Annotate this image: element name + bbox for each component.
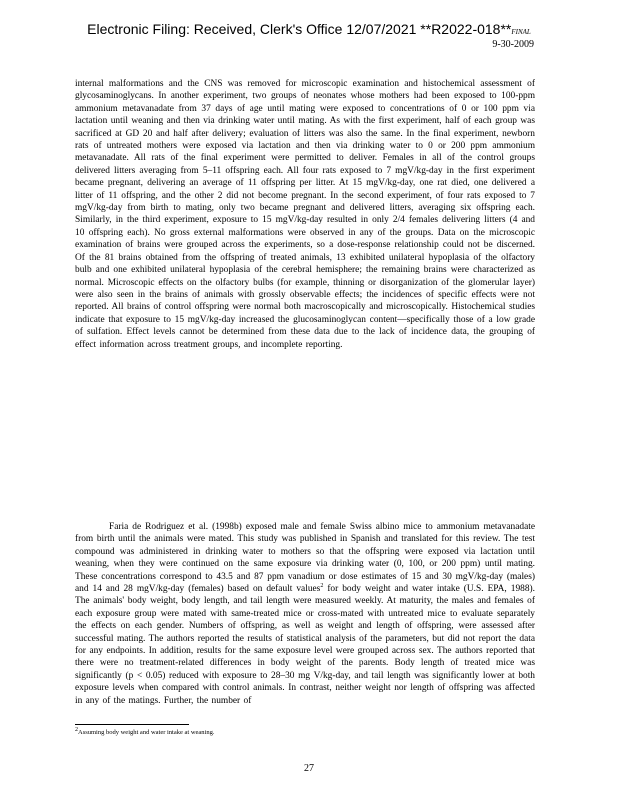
paragraph-2-part-2: for body weight and water intake (U.S. EPA, 1988). The animals' body weight, body length, and tail length were measured weekly. At maturity, the males and females of each exposure group were mated with same-treated mice or cross-mated with untreated mice to evaluate separately the effects on each gender. Numbers of offspring, as well as weight and length of offspring, were assessed after successful mating. The authors reported the results of statistical analysis of the parameters, but did not report the data for any endpoints. In addition, results for the same exposure level were grouped across sex. The authors reported that there were no treatment-related differences in body weight of the parents. Body length of treated mice was significantly (p < 0.05) reduced with exposure to 28–30 mg V/kg-day, and tail length was significantly lower at both exposure levels when compared with control animals. In contrast, neither weight nor length of offspring was affected in any of the matings. Further, the number of [75,584,535,706]
footnote-mark: 2 [75,726,78,733]
footnote-text: Assuming body weight and water intake at weaning. [78,729,215,736]
page-number: 27 [304,763,314,774]
paragraph-1-text: internal malformations and the CNS was removed for microscopic examination and histochemical assessment of glycosaminoglycans. In another experiment, two groups of neonates whose mothers had been exposed to 100-ppm ammonium metavanadate from 37 days of age until mating were exposed to concentrations of 0 or 100 ppm via lactation until weaning and then via drinking water until mating. As with the first experiment, half of each group was sacrificed at GD 20 and half after delivery; evaluation of litters was also the same. In the final experiment, newborn rats of untreated mothers were exposed via lactation and then via drinking water to 0 or 200 ppm ammonium metavanadate. All rats of the final experiment were permitted to deliver. Females in all of the control groups delivered litters averaging from 5–11 offspring each. All four rats exposed to 7 mgV/kg-day in the first experiment became pregnant, delivering an average of 11 offspring per litter. At 15 mgV/kg-day, one rat died, one delivered a litter of 11 offspring, and the other 2 did not become pregnant. In the second experiment, of four rats exposed to 7 mgV/kg-day from birth to mating, only two became pregnant and delivered litters, averaging six offspring each. Similarly, in the third experiment, exposure to 15 mgV/kg-day resulted in only 2/4 females delivering litters (4 and 10 offspring each). No gross external malformations were observed in any of the groups. Data on the microscopic examination of brains were grouped across the experiments, so a dose-response relationship could not be discerned. Of the 81 brains obtained from the offspring of treated animals, 13 exhibited unilateral hypoplasia of the olfactory bulb and one exhibited unilateral hypoplasia of the cerebral hemisphere; the remaining brains were characterized as normal. Microscopic effects on the olfactory bulbs (for example, thinning or disorganization of the glomerular layer) were also seen in the brains of animals with grossly observable effects; the incidences of specific effects were not reported. All brains of control offspring were normal both macroscopically and microscopically. Histochemical studies indicate that exposure to 15 mgV/kg-day increased the glucosaminoglycan content—specifically those of a low grade of sulfation. Effect levels cannot be determined from these data due to the lack of incidence data, the grouping of effect information across treatment groups, and incomplete reporting. [75,79,535,350]
paragraph-2-part-1: Faria de Rodriguez et al. (1998b) exposed male and female Swiss albino mice to ammonium metavanadate from birth until the animals were mated. This study was published in Spanish and translated for this review. The test compound was administered in drinking water to mothers so that the offspring were exposed via lactation until weaning, when they were continued on the same exposure via drinking water (0, 100, or 200 ppm) until mating. These concentrations correspond to 43.5 and 87 ppm vanadium or dose estimates of 15 and 30 mgV/kg-day (males) and 14 and 28 mgV/kg-day (females) based on default values [75,522,535,595]
document-date: 9-30-2009 [492,39,534,50]
body-paragraph-2 [75,521,535,707]
body-paragraph-1 [75,78,535,351]
footnote-reference: 2 [320,582,324,589]
footnote [75,726,215,736]
filing-stamp-text: Electronic Filing: Received, Clerk's Office 12/07/2021 **R2022-018** [87,21,512,37]
paragraph-2-text [75,521,535,707]
filing-header [0,21,618,37]
footnote-separator [75,724,189,725]
final-draft-mark: FINAL [511,28,531,36]
